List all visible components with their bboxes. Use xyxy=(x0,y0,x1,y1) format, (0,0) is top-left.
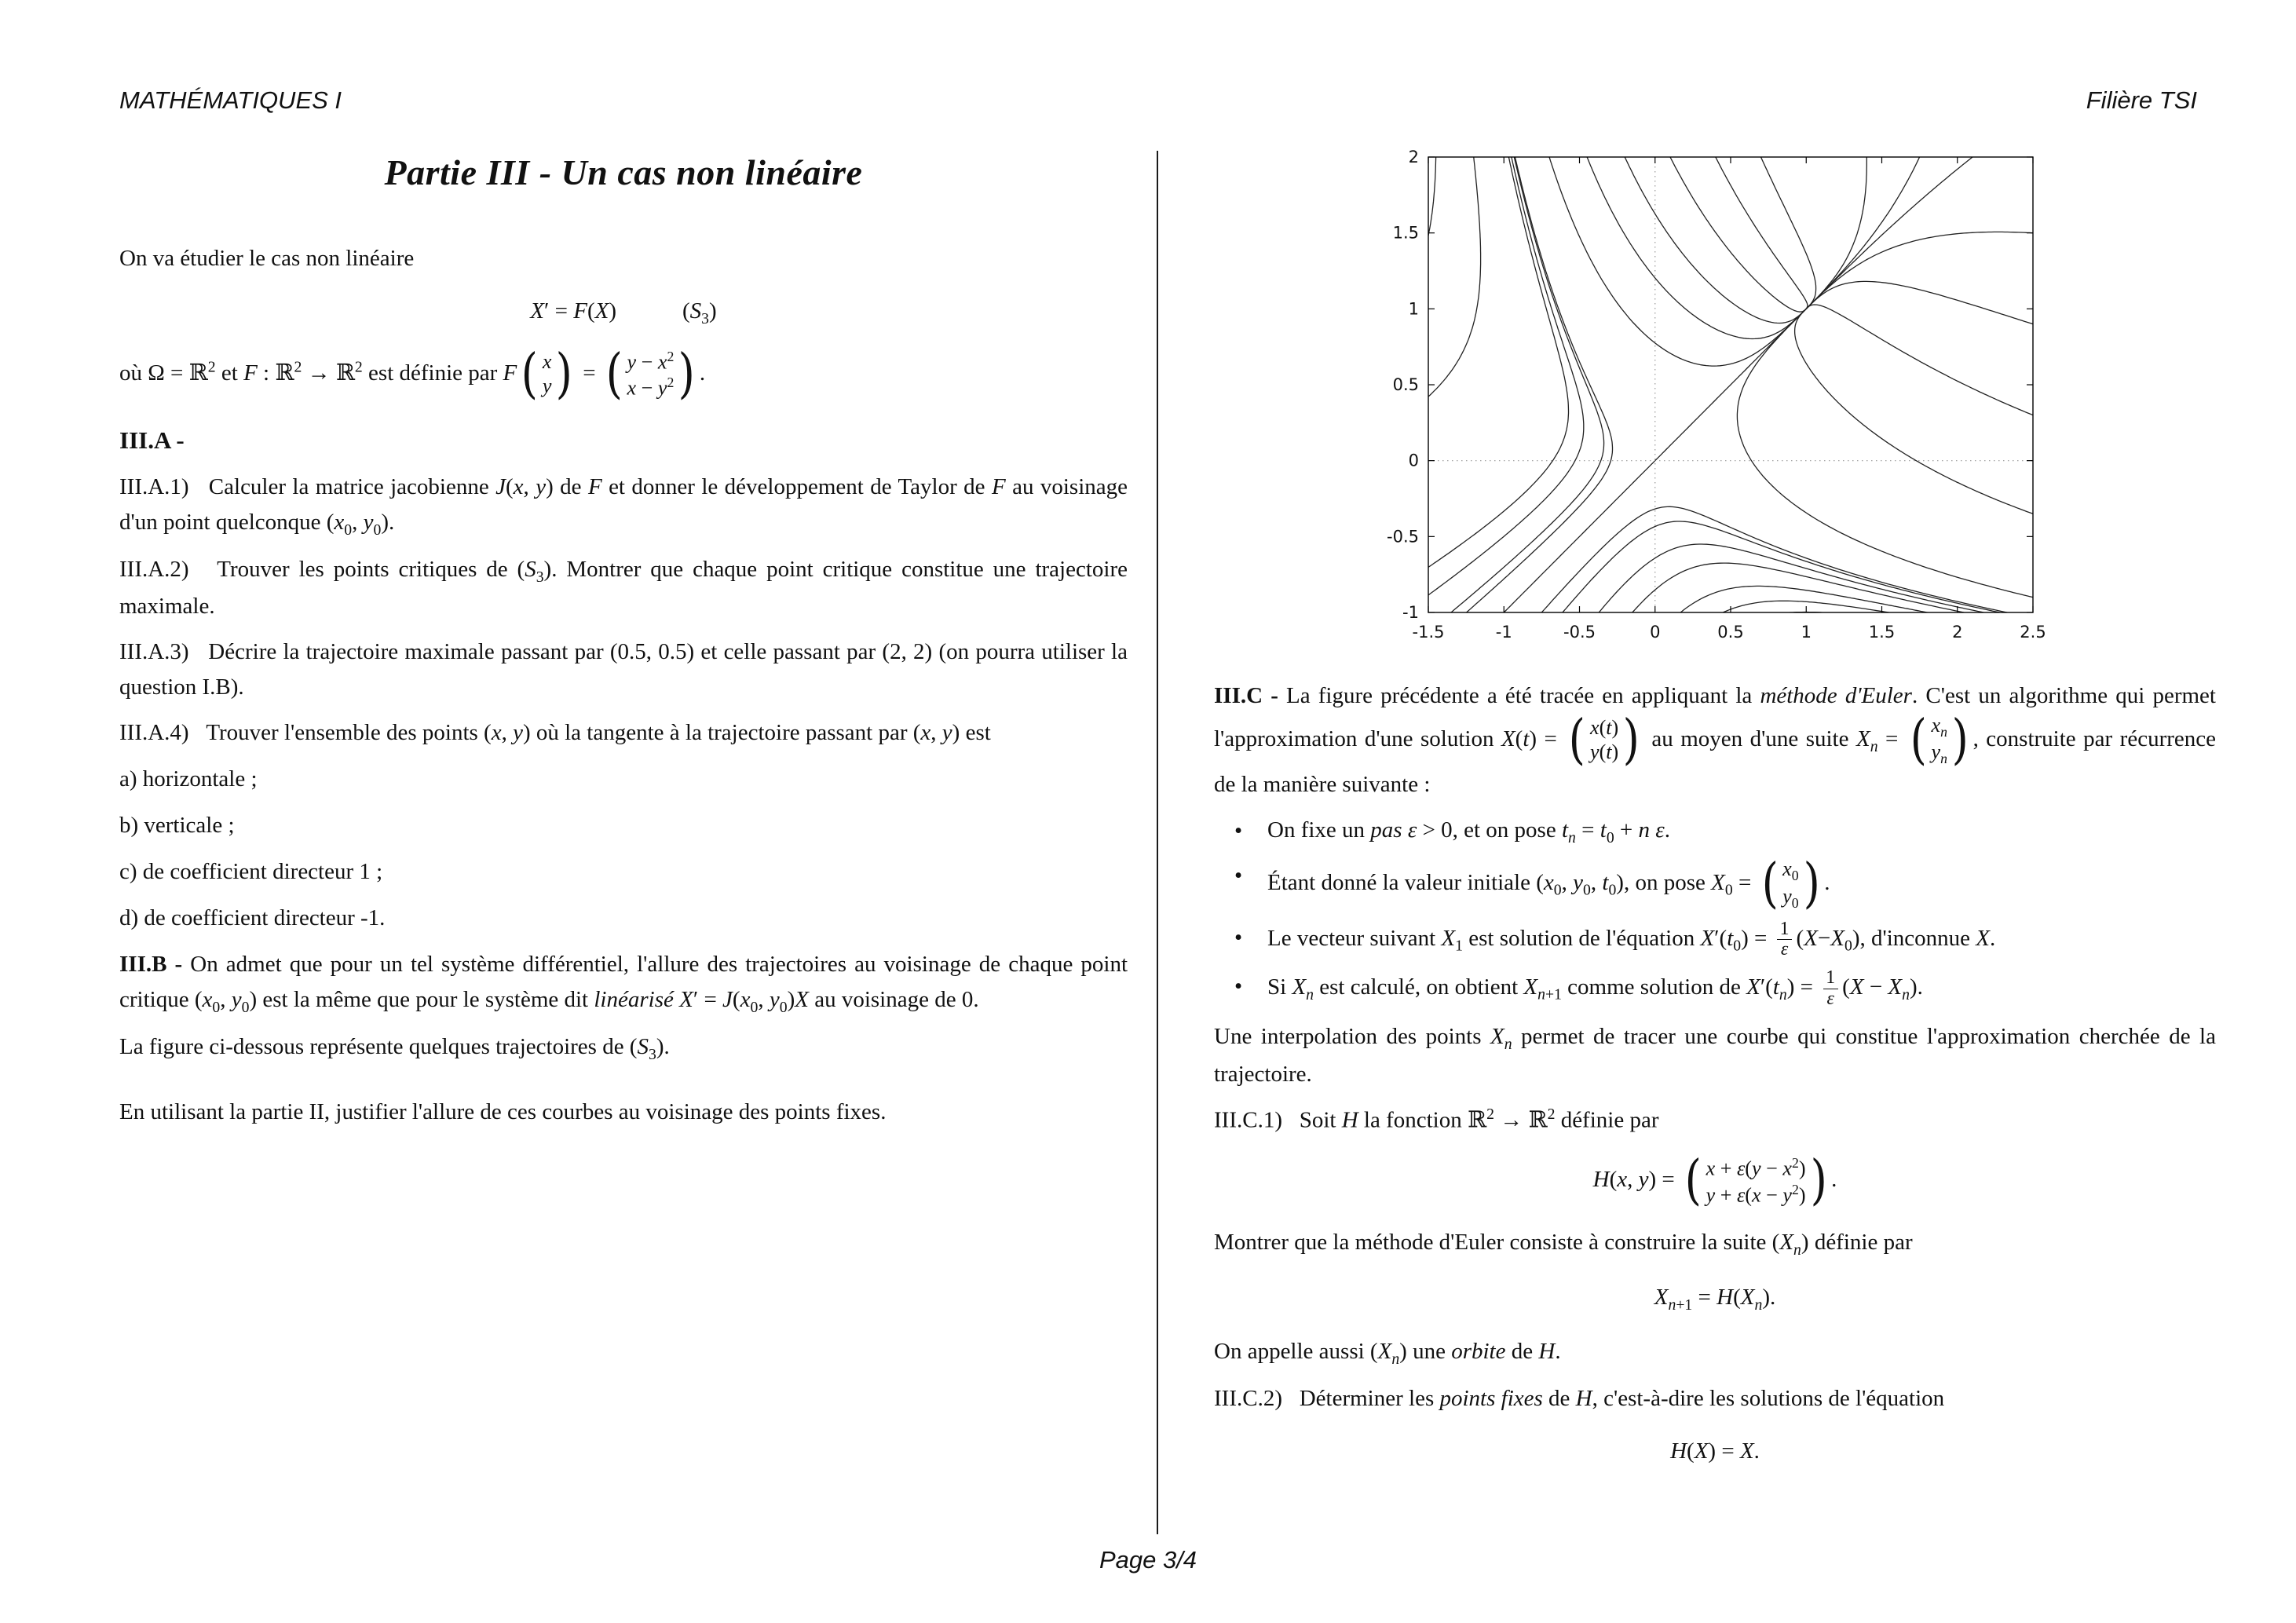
trajectory-curve xyxy=(1806,281,2054,331)
bullet-item xyxy=(1234,968,2216,1009)
construct-suite-paragraph: Montrer que la méthode d'Euler consiste à construire la suite $(X_n)$ définie par xyxy=(1214,1230,1913,1259)
trajectory-curve xyxy=(1614,563,2054,634)
phase-portrait-figure xyxy=(1369,146,2060,660)
x-tick-label: 1 xyxy=(1801,623,1812,642)
bullet-text: Le vecteur suivant $X_1$ est solution de l'équation $X'(t_0)$ = $\frac{1}{\varepsilon}$ $(X-X_0)$, d'inconnue X. xyxy=(1267,918,1996,960)
column-divider xyxy=(1157,151,1158,1534)
question-a4-items xyxy=(119,762,1128,936)
trajectory-curve xyxy=(1752,146,1816,309)
bullet-marker: • xyxy=(1234,818,1243,844)
bullet-item xyxy=(1234,853,2216,916)
x-tick-label: -1.5 xyxy=(1412,623,1445,642)
bullet-text: On fixe un pas ε > 0, et on pose $t_n = t_0 + n$ ε. xyxy=(1267,817,1670,846)
bullet-text: Étant donné la valeur initiale ($x_0$, $y_0$, $t_0$), on pose $X_0$ = ( $x_0$ $y_0$ ) . xyxy=(1267,853,1830,916)
x-tick-label: 1.5 xyxy=(1868,623,1896,642)
x-tick-label: -1 xyxy=(1495,623,1512,642)
definition-f-paragraph: où Ω = ℝ$^2$ et F : ℝ$^2$ → ℝ$^2$ est définie par F ( x y ) = ( $y - x^2$ $x - y^2$ ) . xyxy=(119,342,706,405)
figure-reference-paragraph: La figure ci-dessous représente quelques trajectoires de $(S_3)$. xyxy=(119,1034,670,1063)
question-c1: III.C.1) Soit H la fonction ℝ$^2$ → ℝ$^2$ définie par xyxy=(1214,1105,1659,1133)
trajectory-curve xyxy=(1407,146,1481,414)
left-column xyxy=(119,140,1128,1140)
item-b: b) verticale ; xyxy=(119,812,235,838)
right-column xyxy=(1214,140,2216,1486)
equation-s3: X′ = F(X) $(S_3)$ xyxy=(530,298,717,328)
trajectory-curve xyxy=(1806,305,2054,423)
trajectory-curve xyxy=(1795,309,2055,521)
intro-paragraph: On va étudier le cas non linéaire xyxy=(119,246,415,272)
x-tick-label: 0 xyxy=(1650,623,1661,642)
question-a1: III.A.1) Calculer la matrice jacobienne J(x, y) de F et donner le développement de Taylor de F au voisinage d'un point quelconque ($x_0$, $y_0$). xyxy=(119,473,1128,539)
item-a: a) horizontale ; xyxy=(119,766,258,791)
item-c: c) de coefficient directeur 1 ; xyxy=(119,858,383,884)
trajectory-curve xyxy=(1482,461,1654,634)
y-tick-label: 1 xyxy=(1408,299,1419,319)
bullet-item xyxy=(1234,813,2216,850)
header-course-label: MATHÉMATIQUES I xyxy=(119,86,342,114)
bullet-text: Si $X_n$ est calculé, on obtient $X_{n+1}$ comme solution de $X'(t_n)$ = $\frac{1}{\varepsilon}$ $(X - X_n)$. xyxy=(1267,967,1923,1009)
section-c-paragraph: III.C - La figure précédente a été tracée en appliquant la méthode d'Euler. C'est un algorithme qui permet l'approximation d'une solution X(t) = ( x(t) y(t) ) au moyen d'une suite $X_n$ = ( $x_n$ $y_n$ ) , construite par récurrence de la manière suivante : xyxy=(1214,682,2217,798)
bullet-item xyxy=(1234,919,2216,960)
y-tick-label: 0.5 xyxy=(1392,375,1419,394)
trajectory-curve xyxy=(1616,146,1806,324)
question-a3: III.A.3) Décrire la trajectoire maximale passant par (0.5, 0.5) et celle passant par (2, 2) (on pourra utiliser la question I.B). xyxy=(119,639,1128,700)
y-tick-label: -0.5 xyxy=(1387,527,1419,546)
x-tick-label: 2 xyxy=(1952,623,1963,642)
trajectory-curve xyxy=(1579,146,1807,339)
trajectory-curve xyxy=(1808,146,1866,308)
trajectory-curve xyxy=(1706,146,1808,309)
trajectory-curve xyxy=(1406,146,1436,295)
equation-fixed-point: H(X) = X. xyxy=(1670,1438,1760,1464)
trajectory-curve xyxy=(1407,146,1584,610)
y-tick-label: 1.5 xyxy=(1392,223,1419,243)
y-tick-label: 2 xyxy=(1408,148,1419,166)
x-tick-label: 2.5 xyxy=(2020,623,2046,642)
trajectory-curve xyxy=(1545,521,2054,634)
question-c2: III.C.2) Déterminer les points fixes de H, c'est-à-dire les solutions de l'équation xyxy=(1214,1386,1945,1412)
y-tick-label: 0 xyxy=(1408,451,1419,470)
orbit-paragraph: On appelle aussi $(X_n)$ une orbite de H. xyxy=(1214,1339,1561,1368)
trajectory-curve xyxy=(1582,544,2053,634)
bullet-marker: • xyxy=(1234,924,1243,950)
question-a2: III.A.2) Trouver les points critiques de $(S_3)$. Montrer que chaque point critique constitue une trajectoire maximale. xyxy=(119,556,1128,620)
bullet-marker: • xyxy=(1234,863,1243,889)
trajectory-curve xyxy=(1660,146,1806,312)
phase-portrait-svg xyxy=(1369,146,2060,649)
trajectory-curve xyxy=(1543,146,1807,366)
x-tick-label: -0.5 xyxy=(1563,623,1596,642)
trajectory-curve xyxy=(1806,146,1929,309)
equation-recurrence: $X_{n+1} = H(X_n)$. xyxy=(1654,1284,1776,1314)
item-d: d) de coefficient directeur -1. xyxy=(119,905,386,930)
euler-bullet-list xyxy=(1234,813,2216,1009)
section-b-paragraph: III.B - On admet que pour un tel système différentiel, l'allure des trajectoires au voisinage de chaque point critique ($x_0$, $y_0$) est la même que pour le système dit linéarisé $X' = J(x_0$, $y_0)X$ au voisinage de 0. xyxy=(119,951,1128,1016)
trajectory-curve xyxy=(1806,146,2001,309)
header-track-label: Filière TSI xyxy=(2086,86,2197,114)
trajectory-curve xyxy=(1737,309,2055,602)
y-tick-label: -1 xyxy=(1402,603,1419,622)
section-a-heading: III.A - xyxy=(119,426,185,454)
page-number: Page 3/4 xyxy=(1099,1545,1197,1574)
part-title: Partie III - Un cas non linéaire xyxy=(384,152,863,192)
question-a4: III.A.4) Trouver l'ensemble des points (x, y) où la tangente à la trajectoire passant par (x, y) est xyxy=(119,720,991,746)
trajectory-curve xyxy=(1523,506,2055,634)
equation-h: H(x, y) = ( $x + \varepsilon(y - x^2)$ $y + \varepsilon(x - y^2)$ ) . xyxy=(1592,1150,1837,1212)
bullet-marker: • xyxy=(1234,974,1243,1000)
interpolation-paragraph: Une interpolation des points $X_n$ permet de tracer une courbe qui constitue l'approximation cherchée de la trajectoire. xyxy=(1214,1024,2216,1087)
x-tick-label: 0.5 xyxy=(1717,623,1744,642)
justify-curves-paragraph: En utilisant la partie II, justifier l'allure de ces courbes au voisinage des points fixes. xyxy=(119,1099,887,1125)
